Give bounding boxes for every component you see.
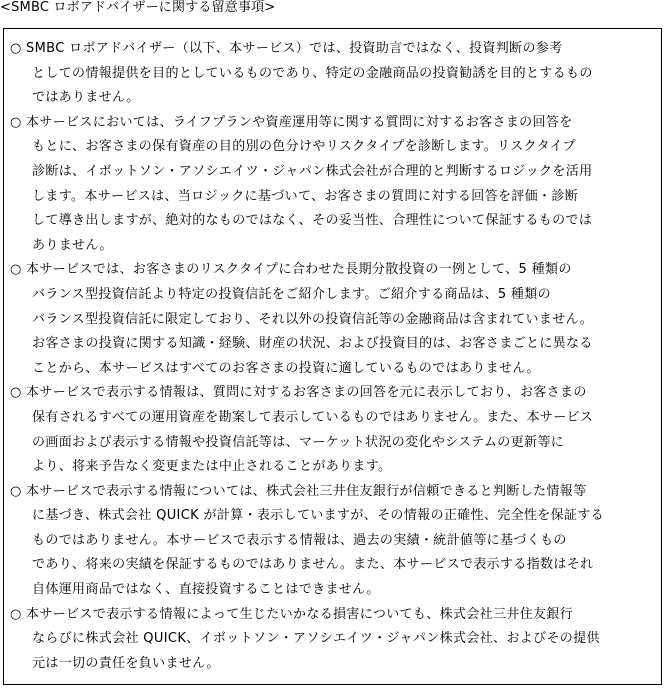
notice-item-line <box>4 62 661 87</box>
notice-item-text: お客さまの投資に関する知識・経験、財産の状況、および投資目的は、お客さまごとに異なる <box>32 336 593 352</box>
notice-item-line <box>4 627 661 652</box>
notice-item-line <box>4 234 661 259</box>
notice-item-text: SMBC ロボアドバイザー（以下、本サービス）では、投資助言ではなく、投資判断の参考 <box>26 41 563 56</box>
notice-box <box>3 28 662 685</box>
notice-item-line <box>4 553 661 578</box>
notice-item-text: であり、将来の実績を保証するものではありません。また、本サービスで表示する指数はそれ <box>32 557 594 573</box>
notice-item-text: 保有されるすべての運用資産を勘案して表示しているものではありません。また、本サービス <box>32 409 594 425</box>
notice-title: <SMBC ロボアドバイザーに関する留意事項> <box>0 0 276 15</box>
notice-item <box>4 381 661 479</box>
notice-item-text: としての情報提供を目的としているものであり、特定の金融商品の投資勧誘を目的とするもの <box>32 65 593 81</box>
notice-item-text: の画面および表示する情報や投資信託等は、マーケット状況の変化やシステムの更新等に <box>32 434 565 450</box>
notice-list <box>4 37 661 676</box>
notice-item-line <box>4 578 661 603</box>
notice-item-line <box>4 135 661 160</box>
notice-item-text: 本サービスで表示する情報によって生じたいかなる損害についても、株式会社三井住友銀行 <box>26 606 574 622</box>
notice-item-line <box>4 37 661 62</box>
circle-bullet-icon: ○ <box>10 41 22 56</box>
notice-item-text: バランス型投資信託より特定の投資信託をご紹介します。ご紹介する商品は、5 種類の <box>32 286 551 302</box>
circle-bullet-icon: ○ <box>10 262 22 278</box>
notice-item-text: します。本サービスは、当ロジックに基づいて、お客さまの質問に対する回答を評価・診断 <box>32 188 579 204</box>
notice-item-text: して導き出しますが、絶対的なものではなく、その妥当性、合理性について保証するものでは <box>32 213 593 229</box>
notice-item-line <box>4 480 661 505</box>
notice-item-line <box>4 381 661 406</box>
notice-item-text: ものではありません。本サービスで表示する情報は、過去の実績・統計値等に基づくもの <box>32 532 567 548</box>
notice-item-text: ではありません。 <box>32 90 140 106</box>
notice-item-line <box>4 86 661 111</box>
notice-item-line <box>4 529 661 554</box>
notice-item-line <box>4 652 661 677</box>
notice-item-text: ありません。 <box>32 237 113 253</box>
notice-item <box>4 480 661 603</box>
notice-item-text: 元は一切の責任を負いません。 <box>32 655 220 671</box>
notice-item-text: ならびに株式会社 QUICK、イボットソン・アソシエイツ・ジャパン株式会社、およびその提供 <box>32 631 600 647</box>
notice-item-text: に基づき、株式会社 QUICK が計算・表示していますが、その情報の正確性、完全性を保証する <box>32 508 605 524</box>
notice-item-line <box>4 111 661 136</box>
notice-item-line <box>4 283 661 308</box>
notice-item-text: 本サービスで表示する情報は、質問に対するお客さまの回答を元に表示しており、お客さまの <box>26 385 587 401</box>
box-top-padding <box>4 29 661 37</box>
notice-item-line <box>4 308 661 333</box>
circle-bullet-icon: ○ <box>10 385 22 401</box>
notice-item <box>4 258 661 381</box>
notice-item-text: 本サービスにおいては、ライフプランや資産運用等に関する質問に対するお客さまの回答を <box>26 114 573 130</box>
circle-bullet-icon: ○ <box>10 483 22 499</box>
notice-item-line <box>4 258 661 283</box>
notice-item-line <box>4 357 661 382</box>
notice-item <box>4 37 661 111</box>
notice-item-line <box>4 603 661 628</box>
notice-item-line <box>4 431 661 456</box>
notice-item-text: 自体運用商品ではなく、直接投資することはできません。 <box>32 582 380 598</box>
notice-item-text: ことから、本サービスはすべてのお客さまの投資に適しているものではありません。 <box>32 360 540 376</box>
notice-item-text: バランス型投資信託に限定しており、それ以外の投資信託等の金融商品は含まれていません。 <box>32 311 594 327</box>
notice-item-line <box>4 185 661 210</box>
notice-item-line <box>4 406 661 431</box>
notice-item-line <box>4 504 661 529</box>
notice-item-line <box>4 209 661 234</box>
circle-bullet-icon: ○ <box>10 606 22 622</box>
notice-item <box>4 603 661 677</box>
circle-bullet-icon: ○ <box>10 114 22 130</box>
notice-item-text: より、将来予告なく変更または中止されることがあります。 <box>32 459 392 475</box>
notice-item-line <box>4 160 661 185</box>
notice-item-text: 本サービスでは、お客さまのリスクタイプに合わせた長期分散投資の一例として、5 種類の <box>26 262 572 278</box>
notice-item-text: もとに、お客さまの保有資産の目的別の色分けやリスクタイプを診断します。リスクタイプ <box>32 139 576 155</box>
notice-item-text: 本サービスで表示する情報については、株式会社三井住友銀行が信頼できると判断した情報等 <box>26 483 587 499</box>
notice-item-line <box>4 455 661 480</box>
notice-item-line <box>4 332 661 357</box>
notice-item-text: 診断は、イボットソン・アソシエイツ・ジャパン株式会社が合理的と判断するロジックを活用 <box>32 163 593 179</box>
notice-item <box>4 111 661 259</box>
